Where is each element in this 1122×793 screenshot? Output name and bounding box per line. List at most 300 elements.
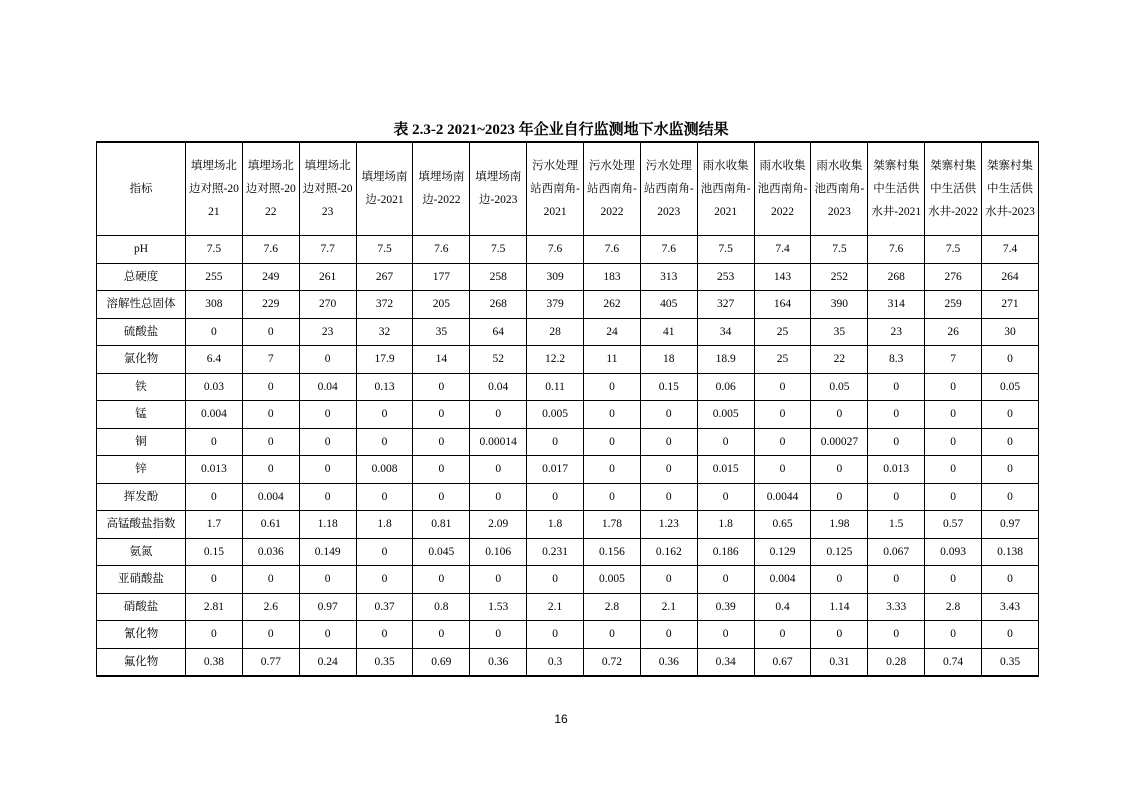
table-cell: 7.5 bbox=[470, 236, 527, 264]
label-header-cell bbox=[97, 142, 186, 236]
table-cell: 0 bbox=[811, 483, 868, 511]
table-cell: 0.00027 bbox=[811, 428, 868, 456]
table-cell: 64 bbox=[470, 318, 527, 346]
table-cell: 0 bbox=[868, 373, 925, 401]
table-cell: 0 bbox=[868, 401, 925, 429]
table-cell: 0.72 bbox=[584, 648, 641, 676]
table-cell: 0.37 bbox=[356, 593, 413, 621]
table-cell: 7 bbox=[242, 346, 299, 374]
table-cell: 0 bbox=[982, 566, 1039, 594]
column-header bbox=[811, 142, 868, 236]
row-label: pH bbox=[97, 236, 186, 264]
table-cell: 0 bbox=[299, 456, 356, 484]
column-header bbox=[356, 142, 413, 236]
table-row bbox=[97, 291, 1039, 319]
table-cell: 1.8 bbox=[356, 511, 413, 539]
table-cell: 0 bbox=[982, 483, 1039, 511]
column-header bbox=[754, 142, 811, 236]
table-cell: 0 bbox=[982, 346, 1039, 374]
table-cell: 308 bbox=[186, 291, 243, 319]
table-cell: 0 bbox=[982, 428, 1039, 456]
table-cell: 0 bbox=[640, 456, 697, 484]
column-header-text: 雨水收集池西南角-2021 bbox=[700, 159, 751, 218]
page-number: 16 bbox=[554, 712, 568, 726]
table-cell: 0 bbox=[470, 483, 527, 511]
table-cell: 34 bbox=[697, 318, 754, 346]
table-cell: 0.013 bbox=[868, 456, 925, 484]
table-cell: 0.106 bbox=[470, 538, 527, 566]
row-label: 氰化物 bbox=[97, 621, 186, 649]
table-cell: 0 bbox=[299, 346, 356, 374]
table-cell: 0 bbox=[413, 456, 470, 484]
table-cell: 0 bbox=[754, 428, 811, 456]
table-cell: 41 bbox=[640, 318, 697, 346]
table-row bbox=[97, 621, 1039, 649]
table-cell: 18 bbox=[640, 346, 697, 374]
table-cell: 7.4 bbox=[754, 236, 811, 264]
table-cell: 0 bbox=[413, 428, 470, 456]
table-cell: 0.24 bbox=[299, 648, 356, 676]
table-cell: 0 bbox=[868, 483, 925, 511]
table-cell: 0.28 bbox=[868, 648, 925, 676]
table-cell: 0 bbox=[754, 621, 811, 649]
table-row bbox=[97, 648, 1039, 676]
table-cell: 7.5 bbox=[356, 236, 413, 264]
table-cell: 268 bbox=[868, 263, 925, 291]
table-cell: 0 bbox=[242, 566, 299, 594]
table-cell: 0 bbox=[527, 483, 584, 511]
row-label: 铁 bbox=[97, 373, 186, 401]
table-cell: 405 bbox=[640, 291, 697, 319]
table-cell: 0.093 bbox=[925, 538, 982, 566]
table-cell: 0 bbox=[811, 621, 868, 649]
table-cell: 0.005 bbox=[527, 401, 584, 429]
table-cell: 249 bbox=[242, 263, 299, 291]
table-cell: 0 bbox=[925, 566, 982, 594]
column-header-text: 污水处理站西南角-2023 bbox=[643, 159, 694, 218]
table-cell: 309 bbox=[527, 263, 584, 291]
table-cell: 30 bbox=[982, 318, 1039, 346]
column-header bbox=[982, 142, 1039, 236]
table-cell: 2.09 bbox=[470, 511, 527, 539]
table-cell: 164 bbox=[754, 291, 811, 319]
table-cell: 0.13 bbox=[356, 373, 413, 401]
table-cell: 0.35 bbox=[356, 648, 413, 676]
table-cell: 7.6 bbox=[413, 236, 470, 264]
table-cell: 0 bbox=[299, 621, 356, 649]
table-cell: 0.005 bbox=[697, 401, 754, 429]
column-header-text: 雨水收集池西南角-2023 bbox=[814, 159, 865, 218]
column-header bbox=[242, 142, 299, 236]
table-cell: 0.03 bbox=[186, 373, 243, 401]
table-cell: 1.98 bbox=[811, 511, 868, 539]
row-label: 锌 bbox=[97, 456, 186, 484]
table-row bbox=[97, 566, 1039, 594]
row-label: 氨氮 bbox=[97, 538, 186, 566]
monitoring-results-table bbox=[96, 141, 1039, 677]
table-cell: 2.6 bbox=[242, 593, 299, 621]
column-header-text: 填埋场北边对照-2021 bbox=[189, 159, 239, 218]
table-cell: 0.57 bbox=[925, 511, 982, 539]
table-cell: 0 bbox=[356, 538, 413, 566]
table-cell: 0.69 bbox=[413, 648, 470, 676]
table-cell: 0 bbox=[299, 566, 356, 594]
row-label: 硝酸盐 bbox=[97, 593, 186, 621]
table-cell: 390 bbox=[811, 291, 868, 319]
table-cell: 0.36 bbox=[470, 648, 527, 676]
table-cell: 0.045 bbox=[413, 538, 470, 566]
table-cell: 0 bbox=[868, 621, 925, 649]
table-row bbox=[97, 538, 1039, 566]
table-cell: 0 bbox=[413, 483, 470, 511]
table-cell: 0 bbox=[413, 401, 470, 429]
table-cell: 35 bbox=[811, 318, 868, 346]
table-cell: 143 bbox=[754, 263, 811, 291]
table-cell: 0.06 bbox=[697, 373, 754, 401]
table-cell: 0.8 bbox=[413, 593, 470, 621]
table-cell: 7.5 bbox=[925, 236, 982, 264]
table-cell: 0 bbox=[299, 401, 356, 429]
table-cell: 313 bbox=[640, 263, 697, 291]
table-cell: 0.129 bbox=[754, 538, 811, 566]
table-cell: 271 bbox=[982, 291, 1039, 319]
column-header bbox=[697, 142, 754, 236]
table-cell: 11 bbox=[584, 346, 641, 374]
table-cell: 0 bbox=[925, 621, 982, 649]
table-cell: 0.017 bbox=[527, 456, 584, 484]
row-label: 挥发酚 bbox=[97, 483, 186, 511]
table-cell: 262 bbox=[584, 291, 641, 319]
table-cell: 1.23 bbox=[640, 511, 697, 539]
table-cell: 276 bbox=[925, 263, 982, 291]
table-cell: 7.6 bbox=[640, 236, 697, 264]
table-cell: 0 bbox=[811, 566, 868, 594]
table-cell: 0 bbox=[697, 621, 754, 649]
table-cell: 0 bbox=[356, 483, 413, 511]
table-cell: 1.7 bbox=[186, 511, 243, 539]
table-cell: 0 bbox=[470, 621, 527, 649]
table-cell: 0 bbox=[299, 428, 356, 456]
table-cell: 0 bbox=[640, 483, 697, 511]
table-cell: 1.78 bbox=[584, 511, 641, 539]
row-label: 氯化物 bbox=[97, 346, 186, 374]
table-cell: 0 bbox=[470, 566, 527, 594]
column-header-text: 填埋场南边-2023 bbox=[475, 171, 522, 206]
table-cell: 0 bbox=[242, 621, 299, 649]
table-row bbox=[97, 401, 1039, 429]
table-cell: 17.9 bbox=[356, 346, 413, 374]
table-cell: 0 bbox=[640, 428, 697, 456]
table-cell: 25 bbox=[754, 346, 811, 374]
table-cell: 0 bbox=[697, 428, 754, 456]
table-cell: 0 bbox=[356, 401, 413, 429]
table-cell: 0.015 bbox=[697, 456, 754, 484]
table-cell: 18.9 bbox=[697, 346, 754, 374]
table-cell: 0.81 bbox=[413, 511, 470, 539]
table-cell: 14 bbox=[413, 346, 470, 374]
table-row bbox=[97, 456, 1039, 484]
column-header-text: 桀寨村集中生活供水井-2022 bbox=[928, 159, 979, 218]
table-cell: 252 bbox=[811, 263, 868, 291]
column-header-text: 填埋场南边-2021 bbox=[361, 171, 408, 206]
table-cell: 0.3 bbox=[527, 648, 584, 676]
table-cell: 0 bbox=[242, 456, 299, 484]
table-cell: 0 bbox=[697, 566, 754, 594]
row-label: 总硬度 bbox=[97, 263, 186, 291]
table-row bbox=[97, 593, 1039, 621]
table-cell: 0 bbox=[470, 401, 527, 429]
table-cell: 2.1 bbox=[640, 593, 697, 621]
table-cell: 0 bbox=[640, 566, 697, 594]
table-cell: 1.5 bbox=[868, 511, 925, 539]
table-cell: 6.4 bbox=[186, 346, 243, 374]
table-row bbox=[97, 263, 1039, 291]
table-cell: 23 bbox=[868, 318, 925, 346]
table-cell: 0 bbox=[299, 483, 356, 511]
table-cell: 0 bbox=[925, 401, 982, 429]
table-cell: 0 bbox=[242, 373, 299, 401]
table-cell: 327 bbox=[697, 291, 754, 319]
table-cell: 0.77 bbox=[242, 648, 299, 676]
table-cell: 2.8 bbox=[925, 593, 982, 621]
table-cell: 0.97 bbox=[982, 511, 1039, 539]
table-cell: 0.162 bbox=[640, 538, 697, 566]
table-header-row bbox=[97, 142, 1039, 236]
table-cell: 0.15 bbox=[640, 373, 697, 401]
table-cell: 1.8 bbox=[697, 511, 754, 539]
table-cell: 0 bbox=[754, 373, 811, 401]
table-cell: 270 bbox=[299, 291, 356, 319]
table-cell: 0.036 bbox=[242, 538, 299, 566]
table-row bbox=[97, 483, 1039, 511]
table-cell: 7.6 bbox=[527, 236, 584, 264]
table-cell: 0 bbox=[584, 428, 641, 456]
table-cell: 7.6 bbox=[242, 236, 299, 264]
table-cell: 372 bbox=[356, 291, 413, 319]
table-cell: 7.6 bbox=[584, 236, 641, 264]
table-cell: 1.18 bbox=[299, 511, 356, 539]
row-label: 亚硝酸盐 bbox=[97, 566, 186, 594]
table-cell: 0.97 bbox=[299, 593, 356, 621]
table-cell: 0 bbox=[527, 566, 584, 594]
table-cell: 0.149 bbox=[299, 538, 356, 566]
table-cell: 264 bbox=[982, 263, 1039, 291]
table-cell: 3.33 bbox=[868, 593, 925, 621]
table-cell: 7.5 bbox=[697, 236, 754, 264]
table-cell: 0.04 bbox=[470, 373, 527, 401]
table-cell: 267 bbox=[356, 263, 413, 291]
column-header bbox=[925, 142, 982, 236]
table-cell: 1.53 bbox=[470, 593, 527, 621]
table-cell: 0 bbox=[584, 621, 641, 649]
table-cell: 0.05 bbox=[982, 373, 1039, 401]
table-cell: 0 bbox=[811, 456, 868, 484]
table-cell: 8.3 bbox=[868, 346, 925, 374]
column-header-text: 污水处理站西南角-2022 bbox=[587, 159, 637, 218]
table-cell: 0.38 bbox=[186, 648, 243, 676]
table-cell: 23 bbox=[299, 318, 356, 346]
table-cell: 0 bbox=[640, 401, 697, 429]
table-cell: 177 bbox=[413, 263, 470, 291]
table-row bbox=[97, 511, 1039, 539]
table-cell: 258 bbox=[470, 263, 527, 291]
table-cell: 0 bbox=[697, 483, 754, 511]
table-cell: 12.2 bbox=[527, 346, 584, 374]
table-cell: 7.7 bbox=[299, 236, 356, 264]
row-label: 锰 bbox=[97, 401, 186, 429]
table-cell: 26 bbox=[925, 318, 982, 346]
table-cell: 0 bbox=[186, 566, 243, 594]
table-cell: 0.004 bbox=[186, 401, 243, 429]
table-cell: 2.8 bbox=[584, 593, 641, 621]
column-header bbox=[299, 142, 356, 236]
table-cell: 0 bbox=[470, 456, 527, 484]
table-cell: 261 bbox=[299, 263, 356, 291]
column-header bbox=[868, 142, 925, 236]
table-cell: 183 bbox=[584, 263, 641, 291]
table-cell: 0 bbox=[925, 428, 982, 456]
table-cell: 24 bbox=[584, 318, 641, 346]
table-cell: 7.6 bbox=[868, 236, 925, 264]
table-cell: 0 bbox=[584, 401, 641, 429]
table-cell: 0 bbox=[640, 621, 697, 649]
table-cell: 0 bbox=[413, 373, 470, 401]
table-cell: 0.65 bbox=[754, 511, 811, 539]
row-label: 氟化物 bbox=[97, 648, 186, 676]
table-cell: 2.81 bbox=[186, 593, 243, 621]
table-cell: 0 bbox=[242, 428, 299, 456]
column-header bbox=[527, 142, 584, 236]
table-cell: 0 bbox=[868, 566, 925, 594]
table-cell: 0 bbox=[413, 566, 470, 594]
table-cell: 253 bbox=[697, 263, 754, 291]
table-cell: 0 bbox=[925, 483, 982, 511]
table-cell: 0 bbox=[186, 318, 243, 346]
table-row bbox=[97, 236, 1039, 264]
table-cell: 28 bbox=[527, 318, 584, 346]
table-cell: 0 bbox=[242, 401, 299, 429]
table-cell: 0.61 bbox=[242, 511, 299, 539]
table-cell: 0.35 bbox=[982, 648, 1039, 676]
table-cell: 0.05 bbox=[811, 373, 868, 401]
table-cell: 0.013 bbox=[186, 456, 243, 484]
table-cell: 0.36 bbox=[640, 648, 697, 676]
table-cell: 0.31 bbox=[811, 648, 868, 676]
table-cell: 0 bbox=[925, 456, 982, 484]
table-cell: 0.4 bbox=[754, 593, 811, 621]
table-cell: 268 bbox=[470, 291, 527, 319]
row-label: 高锰酸盐指数 bbox=[97, 511, 186, 539]
table-cell: 255 bbox=[186, 263, 243, 291]
table-cell: 0.156 bbox=[584, 538, 641, 566]
table-cell: 0 bbox=[982, 401, 1039, 429]
table-cell: 379 bbox=[527, 291, 584, 319]
table-cell: 25 bbox=[754, 318, 811, 346]
table-row bbox=[97, 318, 1039, 346]
table-cell: 0.15 bbox=[186, 538, 243, 566]
column-header bbox=[470, 142, 527, 236]
table-cell: 0 bbox=[982, 621, 1039, 649]
table-cell: 0.008 bbox=[356, 456, 413, 484]
table-cell: 0.186 bbox=[697, 538, 754, 566]
table-cell: 0.11 bbox=[527, 373, 584, 401]
table-cell: 0 bbox=[356, 428, 413, 456]
row-label: 铜 bbox=[97, 428, 186, 456]
table-cell: 0.067 bbox=[868, 538, 925, 566]
table-cell: 205 bbox=[413, 291, 470, 319]
table-cell: 0.125 bbox=[811, 538, 868, 566]
table-cell: 1.8 bbox=[527, 511, 584, 539]
table-cell: 22 bbox=[811, 346, 868, 374]
table-cell: 0 bbox=[186, 428, 243, 456]
column-header-text: 桀寨村集中生活供水井-2023 bbox=[985, 159, 1035, 218]
table-cell: 7.4 bbox=[982, 236, 1039, 264]
table-cell: 0 bbox=[527, 428, 584, 456]
table-cell: 0 bbox=[527, 621, 584, 649]
table-cell: 3.43 bbox=[982, 593, 1039, 621]
table-cell: 0.74 bbox=[925, 648, 982, 676]
table-title: 表 2.3-2 2021~2023 年企业自行监测地下水监测结果 bbox=[393, 122, 729, 138]
table-cell: 0.67 bbox=[754, 648, 811, 676]
column-header-text: 桀寨村集中生活供水井-2021 bbox=[871, 159, 922, 218]
column-header-text: 污水处理站西南角-2021 bbox=[530, 159, 580, 218]
table-cell: 0.138 bbox=[982, 538, 1039, 566]
table-cell: 314 bbox=[868, 291, 925, 319]
column-header-text: 填埋场北边对照-2022 bbox=[245, 159, 296, 218]
table-body bbox=[97, 236, 1039, 677]
table-cell: 0 bbox=[868, 428, 925, 456]
table-cell: 52 bbox=[470, 346, 527, 374]
table-row bbox=[97, 428, 1039, 456]
table-cell: 0 bbox=[186, 621, 243, 649]
column-header-text: 雨水收集池西南角-2022 bbox=[757, 159, 808, 218]
table-cell: 7 bbox=[925, 346, 982, 374]
table-cell: 2.1 bbox=[527, 593, 584, 621]
label-header-text: 指标 bbox=[129, 182, 153, 195]
table-row bbox=[97, 373, 1039, 401]
table-cell: 0.34 bbox=[697, 648, 754, 676]
table-cell: 0.04 bbox=[299, 373, 356, 401]
table-cell: 0 bbox=[982, 456, 1039, 484]
table-cell: 0 bbox=[242, 318, 299, 346]
column-header bbox=[584, 142, 641, 236]
row-label: 溶解性总固体 bbox=[97, 291, 186, 319]
table-cell: 0 bbox=[356, 566, 413, 594]
column-header-text: 填埋场南边-2022 bbox=[418, 171, 465, 206]
table-cell: 7.5 bbox=[811, 236, 868, 264]
table-cell: 7.5 bbox=[186, 236, 243, 264]
table-cell: 0 bbox=[754, 456, 811, 484]
column-header-text: 填埋场北边对照-2023 bbox=[302, 159, 353, 218]
table-cell: 35 bbox=[413, 318, 470, 346]
table-cell: 0.005 bbox=[584, 566, 641, 594]
table-cell: 0 bbox=[584, 373, 641, 401]
table-cell: 0 bbox=[356, 621, 413, 649]
table-cell: 0 bbox=[925, 373, 982, 401]
table-cell: 0 bbox=[186, 483, 243, 511]
table-cell: 0 bbox=[584, 456, 641, 484]
table-cell: 0.39 bbox=[697, 593, 754, 621]
table-cell: 229 bbox=[242, 291, 299, 319]
table-cell: 32 bbox=[356, 318, 413, 346]
table-cell: 0.00014 bbox=[470, 428, 527, 456]
table-cell: 0.0044 bbox=[754, 483, 811, 511]
table-cell: 0.231 bbox=[527, 538, 584, 566]
table-row bbox=[97, 346, 1039, 374]
table-cell: 0 bbox=[584, 483, 641, 511]
table-cell: 0 bbox=[413, 621, 470, 649]
table-cell: 1.14 bbox=[811, 593, 868, 621]
